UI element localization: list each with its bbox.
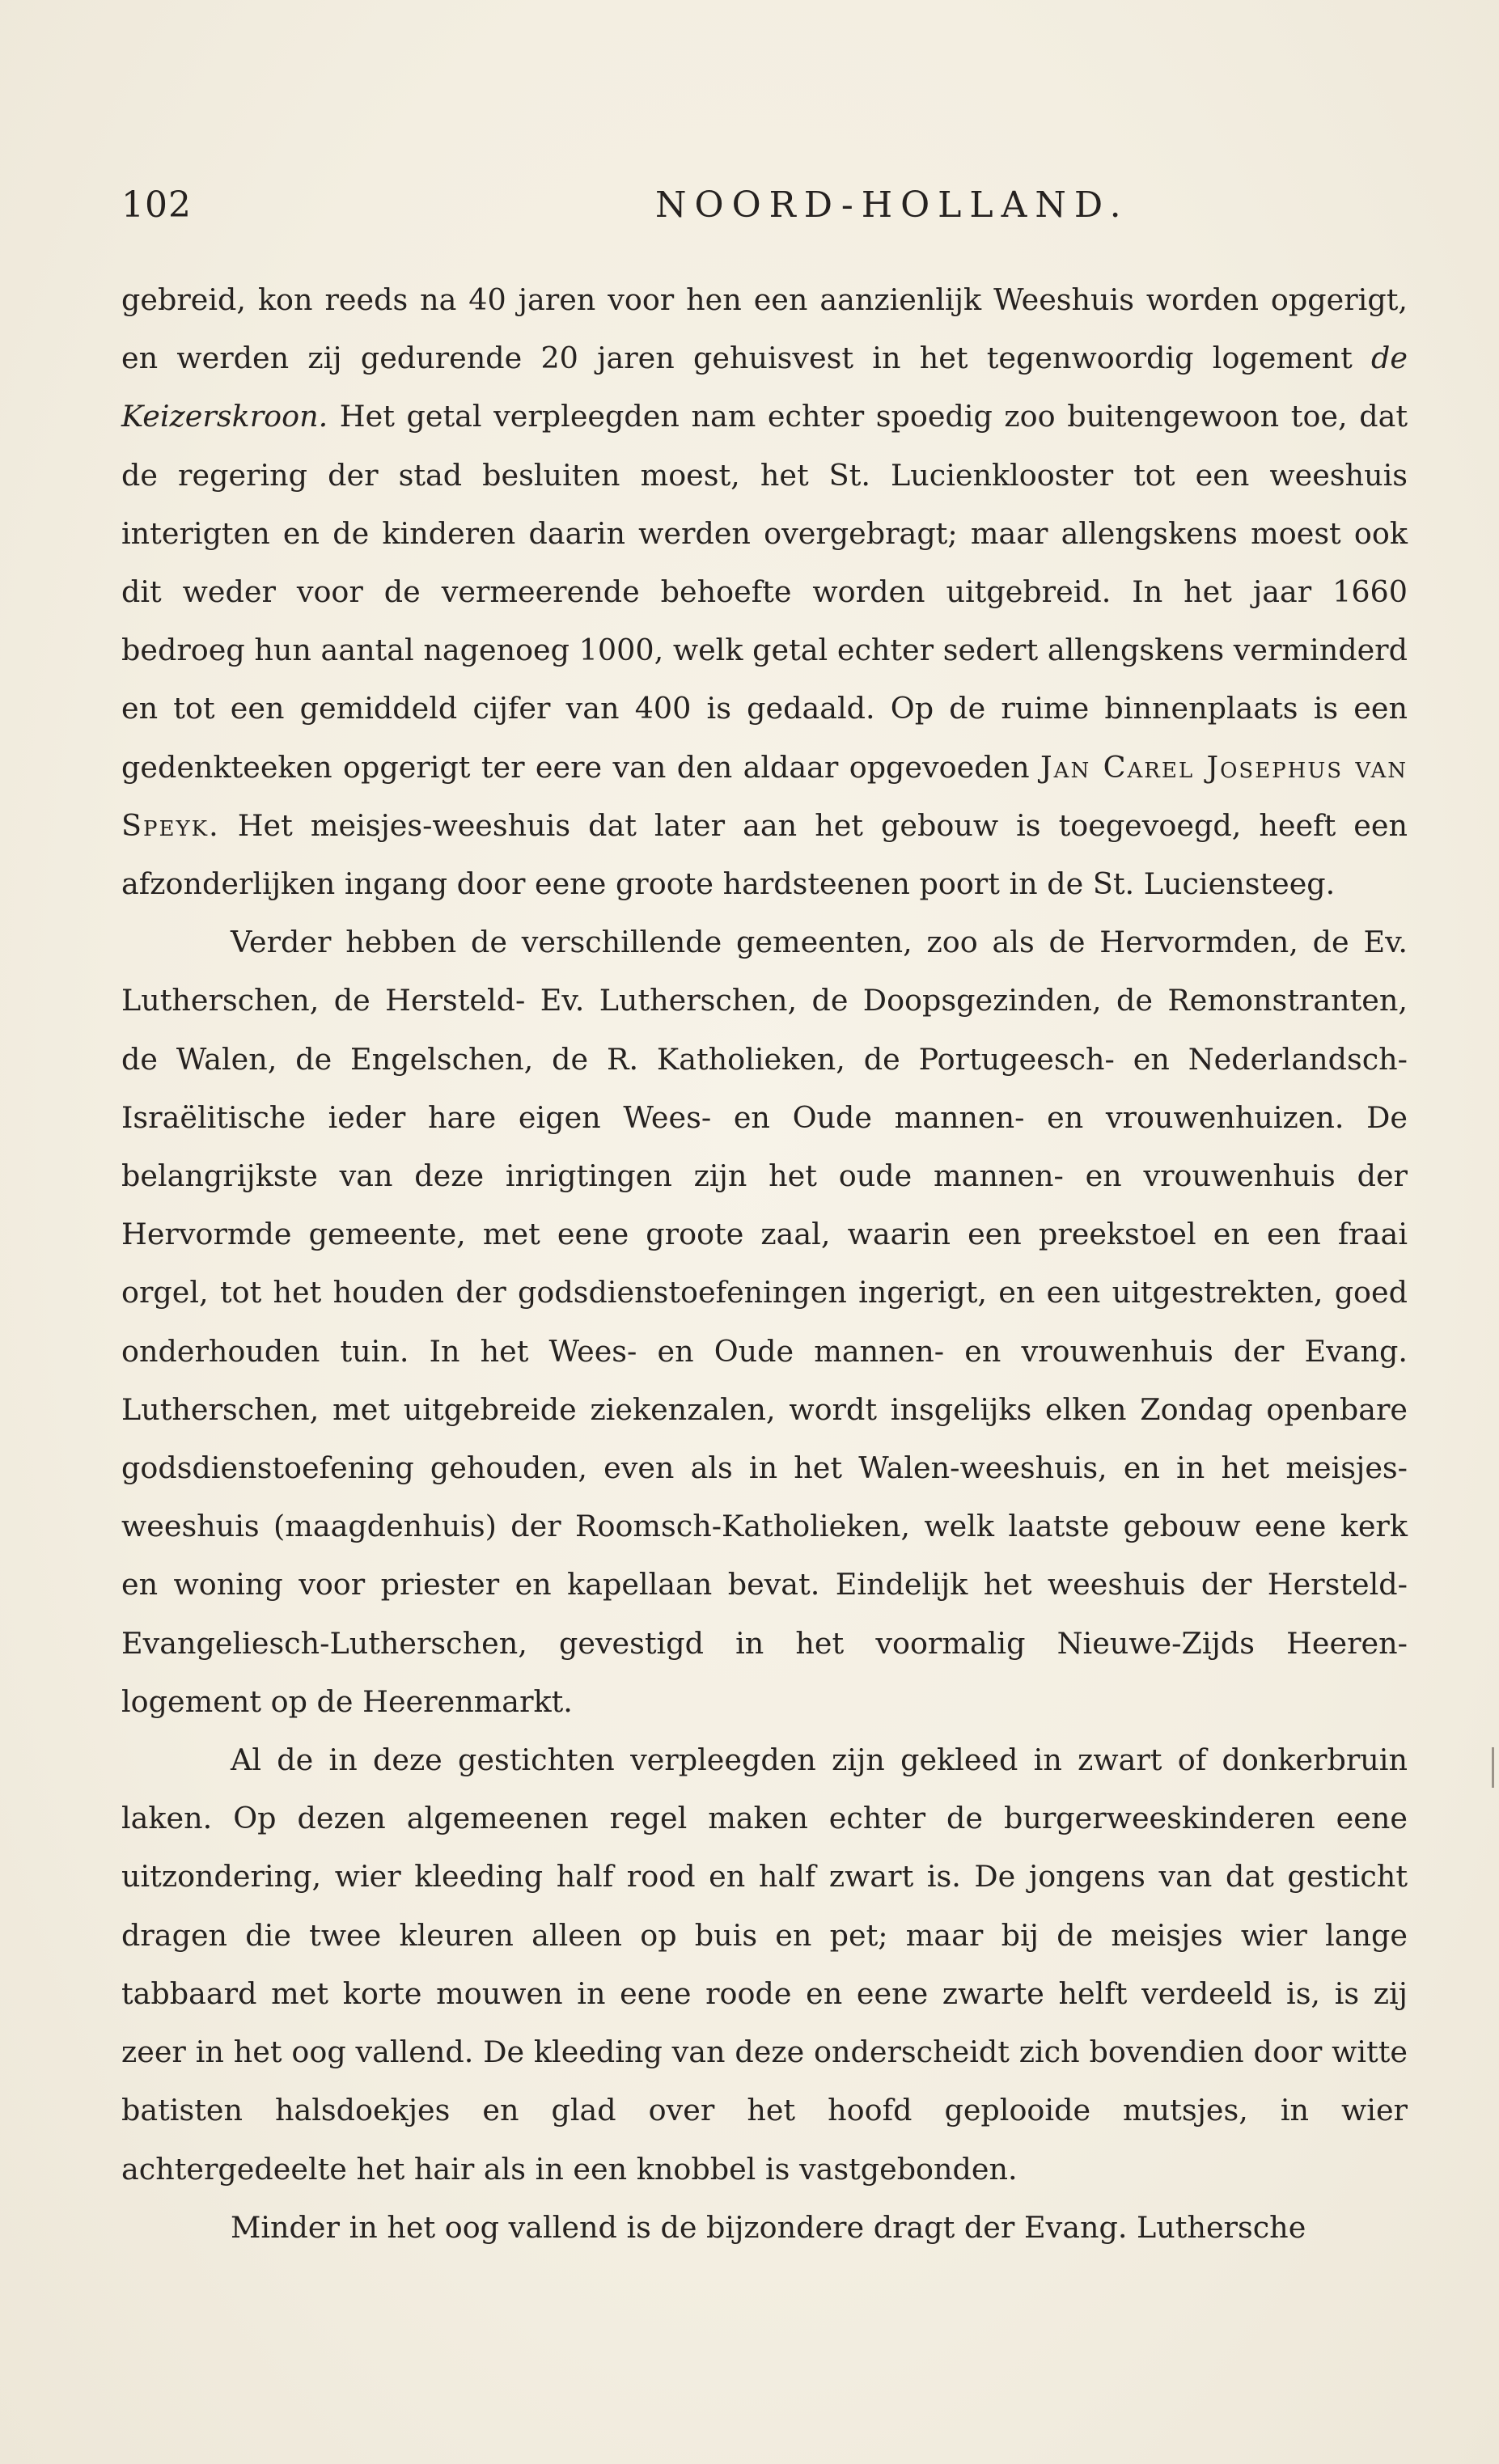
page-edge-mark [1492, 1747, 1494, 1788]
body-text [121, 271, 1408, 2257]
paragraph-3: Al de in deze gestichten verpleegden zijn gekleed in zwart of donkerbruin laken. Op dezen algemeenen regel maken echter de burgerweeskinderen eene uitzondering, wier kleeding half rood en half zwart is. De jongens van dat gesticht dragen die twee kleuren alleen op buis en pet; maar bij de meisjes wier lange tabbaard met korte mouwen in eene roode en eene zwarte helft verdeeld is, is zij zeer in het oog vallend. De kleeding van deze onderscheidt zich bovendien door witte batisten halsdoekjes en glad over het hoofd geplooide mutsjes, in wier achtergedeelte het hair als in een knobbel is vastgebonden. [121, 1742, 1408, 2187]
page-number: 102 [121, 184, 192, 226]
paragraph-1 [121, 271, 1408, 913]
paragraph-2: Verder hebben de verschillende gemeenten, zoo als de Hervormden, de Ev. Lutherschen, de Hersteld- Ev. Lutherschen, de Doopsgezinden, de Remonstranten, de Walen, de Engelschen, de R. Katholieken, de Portugeesch- en Nederlandsch-Israëlitische ieder hare eigen Wees- en Oude mannen- en vrouwenhuizen. De belangrijkste van deze inrigtingen zijn het oude mannen- en vrouwenhuis der Hervormde gemeente, met eene groote zaal, waarin een preekstoel en een fraai orgel, tot het houden der godsdienstoefeningen ingerigt, en een uitgestrekten, goed onderhouden tuin. In het Wees- en Oude mannen- en vrouwenhuis der Evang. Lutherschen, met uitgebreide ziekenzalen, wordt insgelijks elken Zondag openbare godsdienstoefening gehouden, even als in het Walen-weeshuis, en in het meisjes-weeshuis (maagdenhuis) der Roomsch-Katholieken, welk laatste gebouw eene kerk en woning voor priester en kapellaan bevat. Eindelijk het weeshuis der Hersteld-Evangeliesch-Lutherschen, gevestigd in het voormalig Nieuwe-Zijds Heeren-logement op de Heerenmarkt. [121, 925, 1408, 1719]
page-header [121, 184, 1408, 241]
running-title: NOORD-HOLLAND. [655, 184, 1129, 226]
paragraph-4: Minder in het oog vallend is de bijzondere dragt der Evang. Luthersche [231, 2209, 1306, 2245]
paragraph-1-text-c: Het meisjes-weeshuis dat later aan het gebouw is toegevoegd, heeft een afzonderlijken ingang door eene groote hardsteenen poort in de St. Luciensteeg. [121, 807, 1408, 902]
paragraph-1-person-name: Jan Carel Josephus van Speyk. [121, 749, 1408, 843]
paragraph-1-text-b: Het getal verpleegden nam echter spoedig zoo buitengewoon toe, dat de regering der stad besluiten moest, het St. Lucienklooster tot een weeshuis interigten en de kinderen daarin werden overgebragt; maar allengskens moest ook dit weder voor de vermeerende behoefte worden uitgebreid. In het jaar 1660 bedroeg hun aantal nagenoeg 1000, welk getal echter sedert allengskens verminderd en tot een gemiddeld cijfer van 400 is gedaald. Op de ruime binnenplaats is een gedenkteeken opgerigt ter eere van den aldaar opgevoeden [121, 399, 1408, 785]
paragraph-1-italic-name: de Keizerskroon. [121, 341, 1408, 434]
paragraph-1-text-a: gebreid, kon reeds na 40 jaren voor hen een aanzienlijk Weeshuis worden opgerigt, en werden zij gedurende 20 jaren gehuisvest in het tegenwoordig logement [121, 282, 1408, 376]
